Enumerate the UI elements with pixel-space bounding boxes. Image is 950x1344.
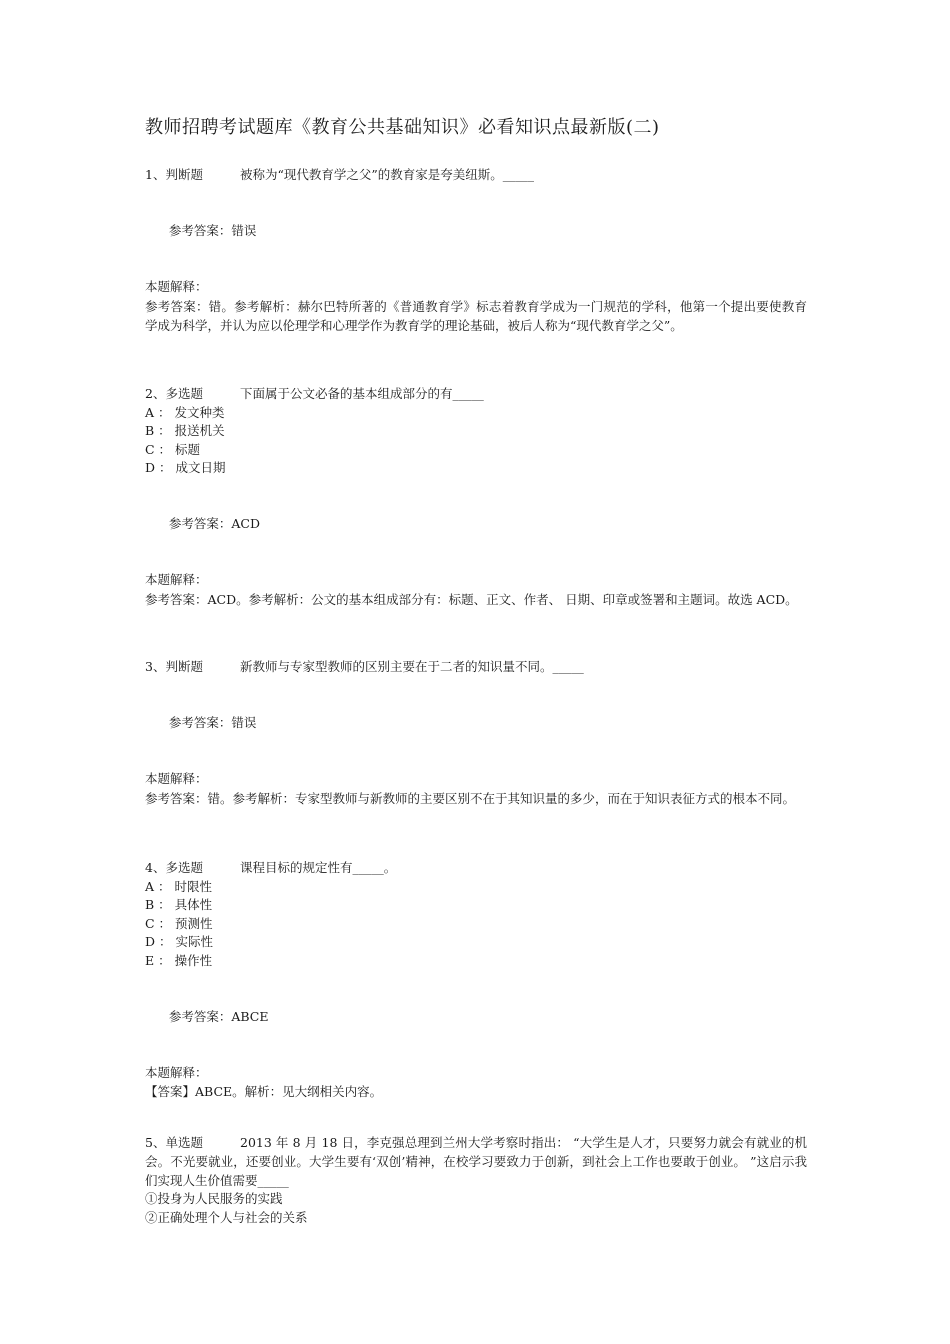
option-2: ②正确处理个人与社会的关系 xyxy=(145,1209,308,1225)
option-c: C ： 预测性 xyxy=(145,915,213,931)
answer-label: 参考答案： xyxy=(168,516,232,531)
question-1 xyxy=(145,166,807,335)
question-stem: 被称为“现代教育学之父”的教育家是夸美纽斯。_____ xyxy=(240,167,535,182)
question-number: 4、多选题 xyxy=(145,860,203,875)
question-number: 1、判断题 xyxy=(145,167,203,182)
answer-value: 错误 xyxy=(231,715,257,730)
answer-value: ACD xyxy=(231,516,260,531)
explanation-label: 本题解释： xyxy=(145,1064,208,1080)
answer-value: ABCE xyxy=(231,1008,269,1024)
option-a: A ： 发文种类 xyxy=(145,404,225,420)
question-number: 2、多选题 xyxy=(145,386,203,401)
option-e: E ： 操作性 xyxy=(145,952,213,968)
question-4 xyxy=(145,859,807,1101)
explanation-label: 本题解释： xyxy=(145,279,208,294)
question-5 xyxy=(145,1133,807,1227)
question-3 xyxy=(145,658,807,808)
option-a: A ： 时限性 xyxy=(145,878,212,894)
answer-label: 参考答案： xyxy=(168,1008,232,1024)
explanation-text: 参考答案：错。参考解析：赫尔巴特所著的《普通教育学》标志着教育学成为一门规范的学科，他第一个提出要使教育学成为科学，并认为应以伦理学和心理学作为教育学的理论基础，被后人称为“现代教育学之父”。 xyxy=(145,298,807,333)
question-stem: 2013 年 8 月 18 日，李克强总理到兰州大学考察时指出： “大学生是人才，只要努力就会有就业的机会。不光要就业，还要创业。大学生要有‘双创’精神，在校学习要致力于创新，到社会上工作也要敢于创业。 ”这启示我们实现人生价值需要_____ xyxy=(145,1135,807,1188)
explanation-text: 参考答案：错。参考解析：专家型教师与新教师的主要区别不在于其知识量的多少，而在于知识表征方式的根本不同。 xyxy=(145,790,796,806)
option-d: D ： 实际性 xyxy=(145,934,213,949)
explanation-label: 本题解释： xyxy=(145,572,208,587)
question-stem: 新教师与专家型教师的区别主要在于二者的知识量不同。_____ xyxy=(240,659,584,674)
option-1: ①投身为人民服务的实践 xyxy=(145,1191,283,1206)
question-2 xyxy=(145,385,807,609)
option-b: B ： 报送机关 xyxy=(145,423,225,438)
question-stem: 课程目标的规定性有_____。 xyxy=(240,860,397,875)
question-number: 3、判断题 xyxy=(145,659,203,674)
answer-label: 参考答案： xyxy=(168,223,232,238)
explanation-text: 参考答案：ACD。参考解析：公文的基本组成部分有：标题、正文、作者、 日期、印章或签署和主题词。故选 ACD。 xyxy=(145,591,798,607)
explanation-label: 本题解释： xyxy=(145,771,208,786)
answer-label: 参考答案： xyxy=(168,715,232,730)
option-c: C ： 标题 xyxy=(145,441,201,457)
question-stem: 下面属于公文必备的基本组成部分的有_____ xyxy=(240,386,484,401)
option-b: B ： 具体性 xyxy=(145,897,213,912)
question-number: 5、单选题 xyxy=(145,1135,203,1150)
document-title: 教师招聘考试题库《教育公共基础知识》必看知识点最新版(二) xyxy=(145,117,660,138)
answer-value: 错误 xyxy=(231,223,257,238)
explanation-text: 【答案】ABCE。解析：见大纲相关内容。 xyxy=(145,1084,383,1099)
option-d: D ： 成文日期 xyxy=(145,460,226,475)
